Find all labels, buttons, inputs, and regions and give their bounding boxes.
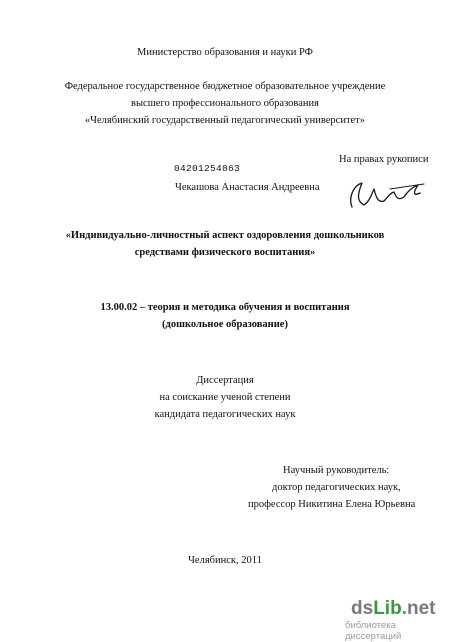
dissertation-title-line-1: «Индивидуально-личностный аспект оздоровления дошкольников: [65, 230, 385, 241]
author-name: Чекашова Анастасия Андреевна: [175, 182, 320, 193]
supervisor-degree: доктор педагогических наук,: [272, 482, 401, 493]
watermark-subtitle: библиотека диссертаций: [345, 620, 402, 642]
organization-line-1: Федеральное государственное бюджетное образовательное учреждение: [64, 81, 386, 92]
specialty-line-1: 13.00.02 – теория и методика обучения и воспитания: [100, 302, 350, 313]
supervisor-name: профессор Никитина Елена Юрьевна: [248, 499, 416, 510]
degree-line-2: на соискание ученой степени: [159, 392, 291, 403]
ministry-line: Министерство образования и науки РФ: [137, 47, 313, 58]
degree-line-3: кандидата педагогических наук: [154, 409, 296, 420]
dissertation-title-line-2: средствами физического воспитания»: [134, 247, 316, 258]
manuscript-note: На правах рукописи: [339, 154, 429, 165]
organization-line-3: «Челябинский государственный педагогический университет»: [84, 115, 366, 126]
specialty-line-2: (дошкольное образование): [162, 319, 288, 330]
dslib-watermark: [345, 598, 450, 642]
signature-image: [340, 175, 430, 215]
organization-line-2: высшего профессионального образования: [131, 98, 319, 109]
degree-line-1: Диссертация: [196, 375, 254, 386]
dslib-logo: dsLib.net: [351, 598, 436, 619]
supervisor-label: Научный руководитель:: [283, 465, 390, 476]
stamp-number: 04201254863: [174, 163, 241, 174]
city-year: Челябинск, 2011: [188, 555, 262, 566]
